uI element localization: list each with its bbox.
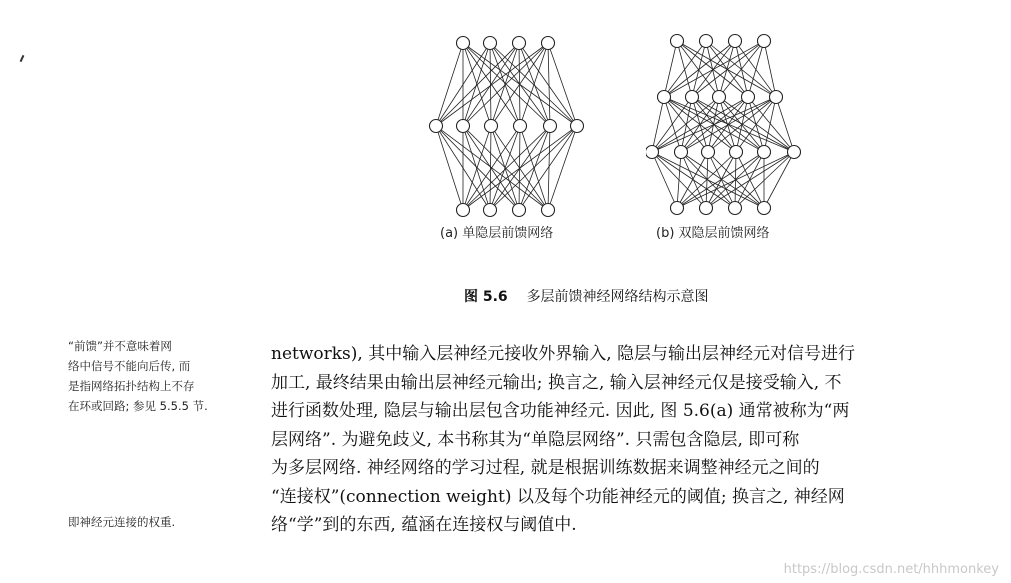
- sidenote-line: “前馈”并不意味着网: [68, 339, 172, 353]
- connection-edge: [520, 43, 548, 126]
- connection-edge: [519, 126, 550, 210]
- sidenote-line: 络中信号不能向后传, 而: [68, 359, 191, 373]
- connection-edge: [436, 43, 548, 126]
- neuron-node: [484, 204, 497, 217]
- neuron-node: [742, 91, 755, 104]
- neuron-node: [686, 91, 699, 104]
- paragraph-line: networks), 其中输入层神经元接收外界输入, 隐层与输出层神经元对信号进行: [271, 344, 856, 364]
- figure-5-6: [410, 28, 830, 248]
- connection-edge: [719, 41, 735, 97]
- neuron-node: [457, 37, 470, 50]
- neuron-node: [729, 202, 742, 215]
- neuron-node: [457, 120, 470, 133]
- neuron-node: [729, 35, 742, 48]
- network-diagram-double-hidden: [646, 28, 846, 228]
- connection-edge: [436, 126, 548, 210]
- body-paragraph: [271, 340, 976, 540]
- neuron-node: [758, 146, 771, 159]
- sidenote-feedforward: [68, 336, 254, 416]
- sidenote-line: 是指网络拓扑结构上不存: [68, 379, 195, 393]
- figure-caption-text: 多层前馈神经网络结构示意图: [526, 289, 709, 305]
- sidenote-weight: [68, 512, 254, 532]
- connection-edge: [677, 41, 776, 97]
- connection-edge: [764, 152, 794, 208]
- connection-edge: [436, 126, 463, 210]
- connection-edge: [490, 126, 491, 210]
- sidenote-line: 在环或回路; 参见 5.5.5 节.: [68, 399, 208, 413]
- neuron-node: [758, 35, 771, 48]
- neuron-node: [484, 37, 497, 50]
- neuron-node: [542, 204, 555, 217]
- figure-caption-number: 图 5.6: [464, 289, 508, 305]
- neuron-node: [430, 120, 443, 133]
- neuron-node: [675, 146, 688, 159]
- paragraph-line: 进行函数处理, 隐层与输出层包含功能神经元. 因此, 图 5.6(a) 通常被称为“两: [271, 401, 850, 421]
- connection-edge: [548, 126, 577, 210]
- paragraph-line: 络“学”到的东西, 蕴涵在连接权与阈值中.: [271, 515, 577, 535]
- neuron-node: [513, 37, 526, 50]
- neuron-node: [730, 146, 743, 159]
- network-diagram-single-hidden: [410, 28, 610, 228]
- connection-edge: [706, 152, 794, 208]
- connection-edge: [677, 152, 681, 208]
- neuron-node: [770, 91, 783, 104]
- neuron-node: [700, 202, 713, 215]
- neuron-node: [544, 120, 557, 133]
- connection-edge: [692, 41, 764, 97]
- neuron-node: [671, 35, 684, 48]
- neuron-node: [713, 91, 726, 104]
- stray-mark: [20, 55, 25, 62]
- subcaption-a: (a) 单隐层前馈网络: [440, 226, 554, 241]
- neuron-node: [513, 204, 526, 217]
- subcaption-b: (b) 双隐层前馈网络: [656, 226, 770, 241]
- neuron-node: [658, 91, 671, 104]
- neuron-node: [671, 202, 684, 215]
- neuron-node: [758, 202, 771, 215]
- neuron-node: [571, 120, 584, 133]
- connection-edge: [490, 126, 577, 210]
- neuron-node: [788, 146, 801, 159]
- paragraph-line: 加工, 最终结果由输出层神经元输出; 换言之, 输入层神经元仅是接受输入, 不: [271, 372, 842, 393]
- neuron-node: [514, 120, 527, 133]
- watermark: https://blog.csdn.net/hhhmonkey: [783, 562, 999, 577]
- connection-edge: [735, 152, 794, 208]
- paragraph-line: 为多层网络. 神经网络的学习过程, 就是根据训练数据来调整神经元之间的: [271, 458, 820, 478]
- paragraph-line: 层网络”. 为避免歧义, 本书称其为“单隐层网络”. 只需包含隐层, 即可称: [271, 429, 800, 450]
- connection-edge: [490, 43, 577, 126]
- connection-edge: [708, 152, 735, 208]
- neuron-node: [542, 37, 555, 50]
- neuron-node: [646, 146, 659, 159]
- connection-edge: [748, 97, 794, 152]
- connection-edge: [519, 43, 550, 126]
- connection-edge: [436, 43, 463, 126]
- connection-edge: [548, 43, 577, 126]
- sidenote-line: 即神经元连接的权重.: [68, 515, 176, 529]
- connection-edge: [490, 126, 520, 210]
- connection-edge: [677, 152, 708, 208]
- neuron-node: [457, 204, 470, 217]
- neuron-node: [702, 146, 715, 159]
- neuron-node: [700, 35, 713, 48]
- figure-caption: [464, 286, 709, 306]
- paragraph-line: “连接权”(connection weight) 以及每个功能神经元的阈值; 换言之, 神经网: [271, 486, 845, 507]
- neuron-node: [485, 120, 498, 133]
